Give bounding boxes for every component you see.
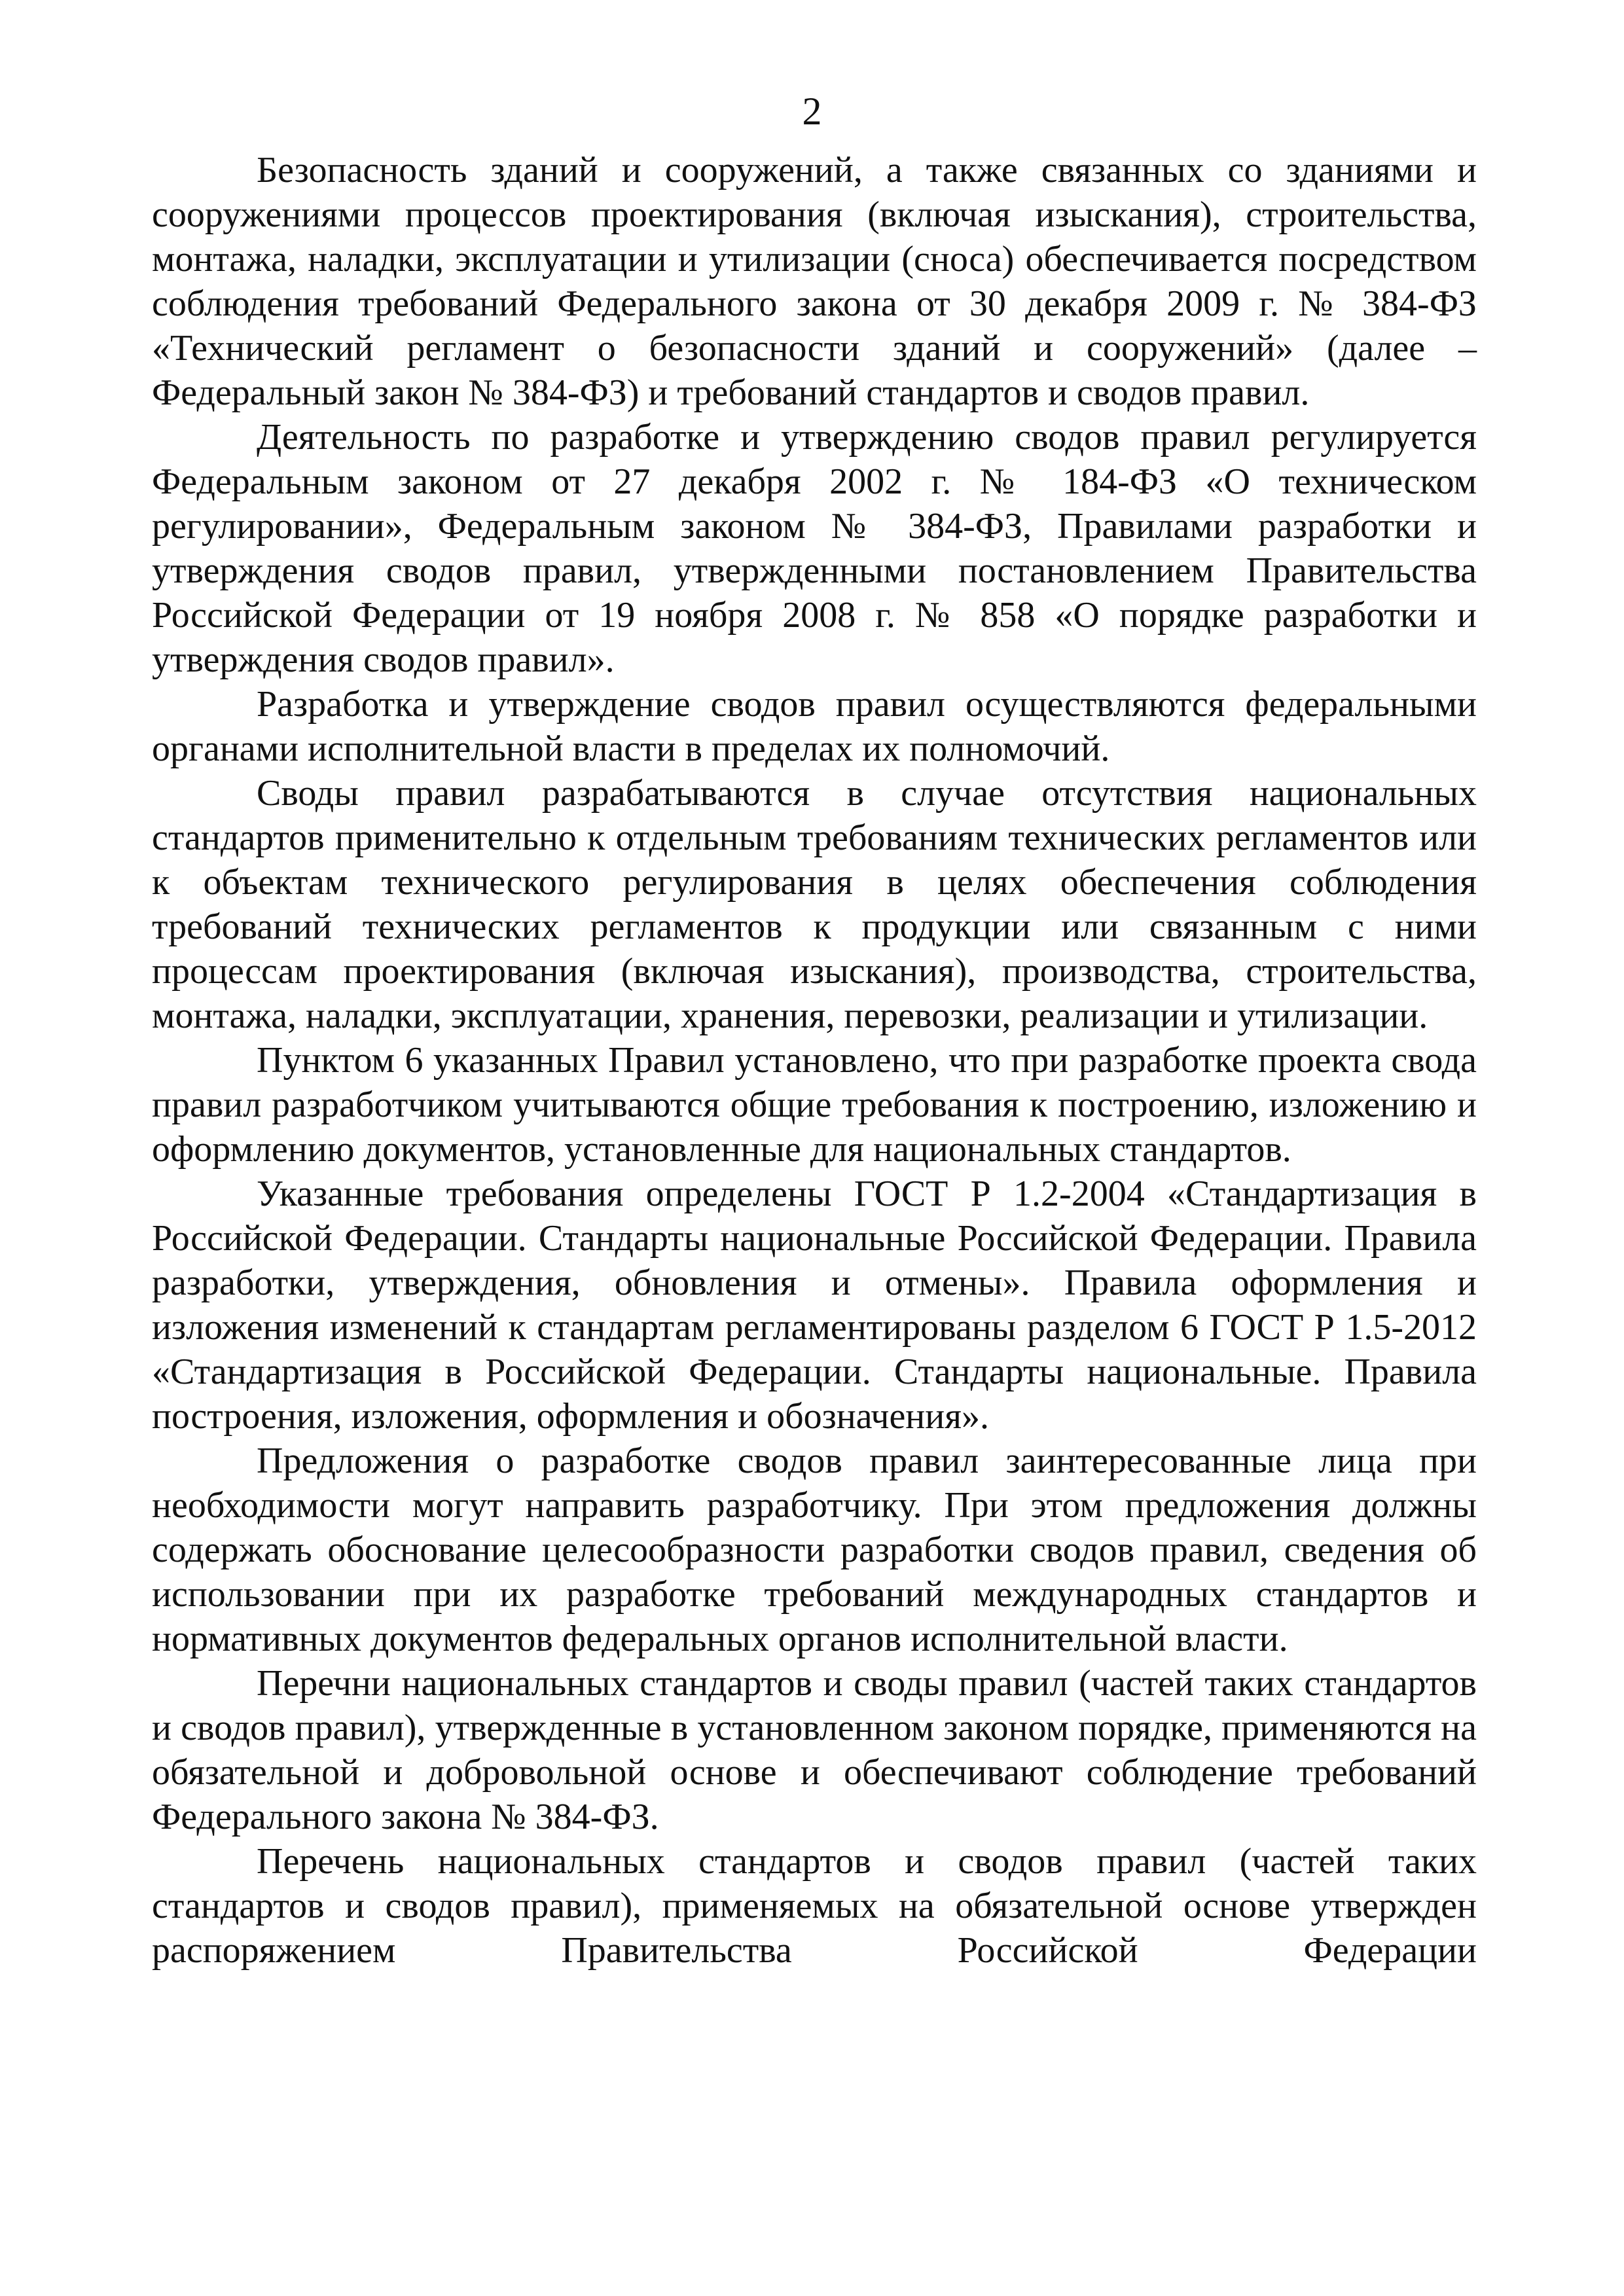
paragraph-development-authority: Разработка и утверждение сводов правил осуществляются федеральными органами исполнительной власти в пределах их полномочий.	[152, 684, 1477, 769]
paragraph-mandatory-list: Перечень национальных стандартов и сводов правил (частей таких стандартов и сводов правил), применяемых на обязательной основе утвержден распоряжением Правительства Российской Федерации	[152, 1841, 1477, 1971]
paragraph-rule-point-6: Пунктом 6 указанных Правил установлено, что при разработке проекта свода правил разработчиком учитываются общие требования к построению, изложению и оформлению документов, установленные для национальных стандартов.	[152, 1040, 1477, 1170]
paragraph-building-safety: Безопасность зданий и сооружений, а также связанных со зданиями и сооружениями процессов проектирования (включая изыскания), строительства, монтажа, наладки, эксплуатации и утилизации (сноса) обеспечивается посредством соблюдения требований Федерального закона от 30 декабря 2009 г. № 384-ФЗ «Технический регламент о безопасности зданий и сооружений» (далее – Федеральный закон № 384-ФЗ) и требований стандартов и сводов правил.	[152, 150, 1477, 413]
paragraph-lists-application: Перечни национальных стандартов и своды правил (частей таких стандартов и сводов правил), утвержденные в установленном законом порядке, применяются на обязательной и добровольной основе и обеспечивают соблюдение требований Федерального закона № 384-ФЗ.	[152, 1663, 1477, 1837]
paragraph-when-developed: Своды правил разрабатываются в случае отсутствия национальных стандартов применительно к отдельным требованиям технических регламентов или к объектам технического регулирования в целях обеспечения соблюдения требований технических регламентов к продукции или связанным с ними процессам проектирования (включая изыскания), производства, строительства, монтажа, наладки, эксплуатации, хранения, перевозки, реализации и утилизации.	[152, 773, 1477, 1036]
paragraph-regulation-activity: Деятельность по разработке и утверждению сводов правил регулируется Федеральным законом от 27 декабря 2002 г. № 184-ФЗ «О техническом регулировании», Федеральным законом № 384-ФЗ, Правилами разработки и утверждения сводов правил, утвержденными постановлением Правительства Российской Федерации от 19 ноября 2008 г. № 858 «О порядке разработки и утверждения сводов правил».	[152, 417, 1477, 680]
document-body	[152, 148, 1477, 1973]
paragraph-gost-requirements: Указанные требования определены ГОСТ Р 1.2-2004 «Стандартизация в Российской Федерации. Стандарты национальные Российской Федерации. Правила разработки, утверждения, обновления и отмены». Правила оформления и изложения изменений к стандартам регламентированы разделом 6 ГОСТ Р 1.5-2012 «Стандартизация в Российской Федерации. Стандарты национальные. Правила построения, изложения, оформления и обозначения».	[152, 1174, 1477, 1437]
page-number: 2	[802, 90, 822, 133]
paragraph-proposals: Предложения о разработке сводов правил заинтересованные лица при необходимости могут направить разработчику. При этом предложения должны содержать обоснование целесообразности разработки сводов правил, сведения об использовании при их разработке требований международных стандартов и нормативных документов федеральных органов исполнительной власти.	[152, 1441, 1477, 1659]
